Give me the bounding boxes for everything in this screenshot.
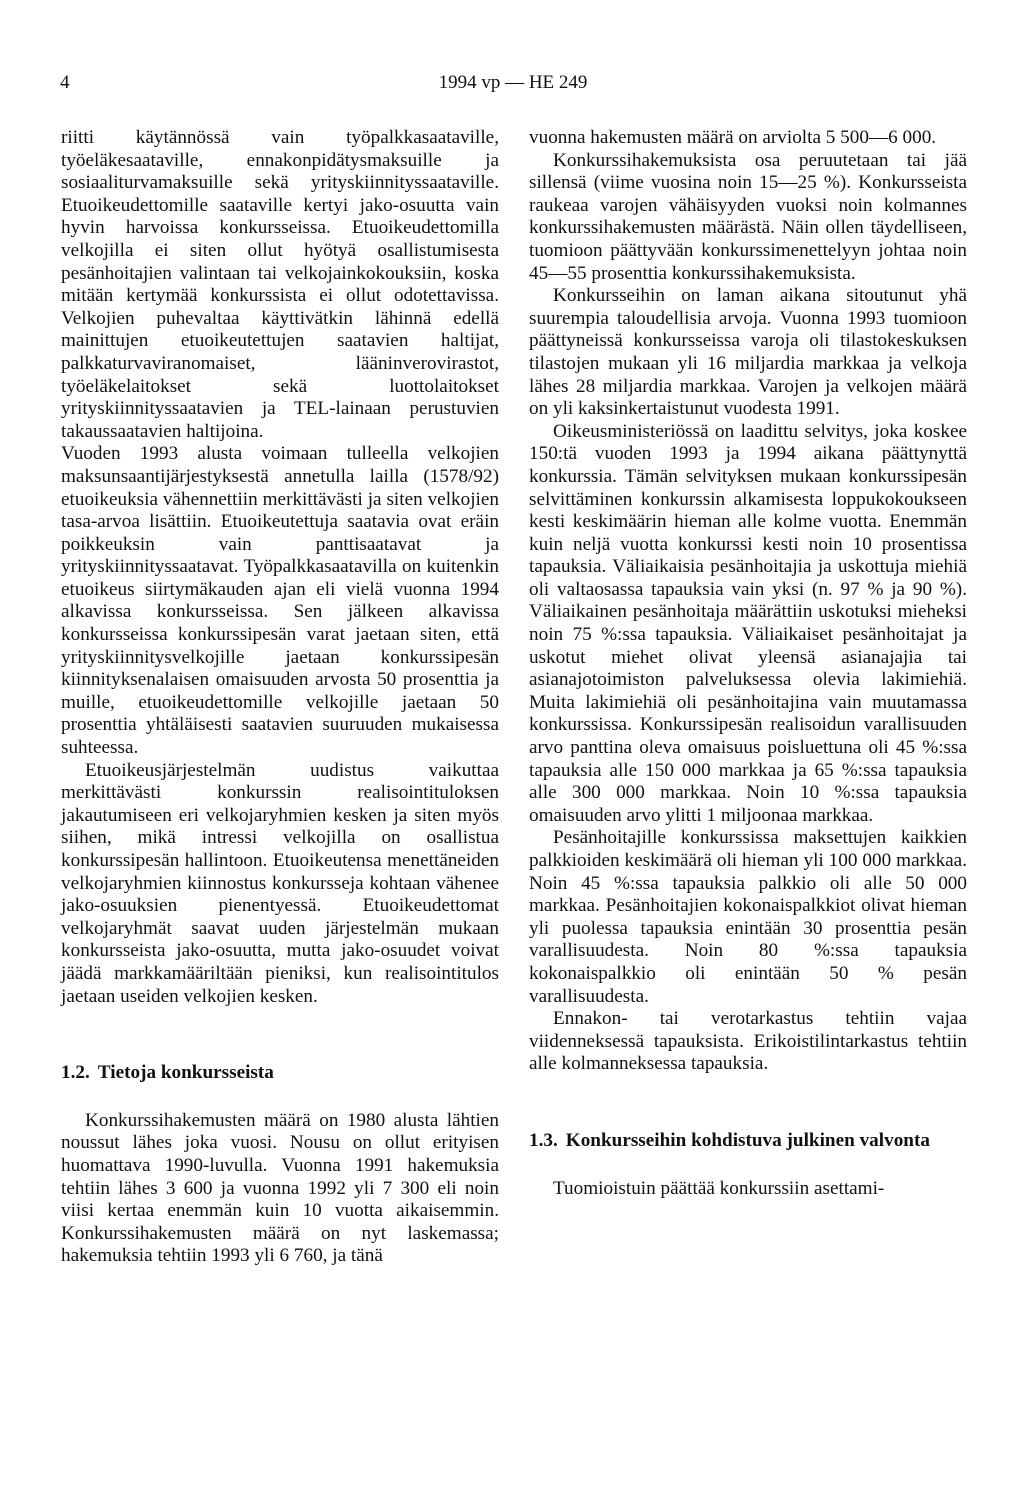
paragraph: Pesänhoitajille konkurssissa maksettujen kaikkien palkkioiden keskimäärä oli hieman yli 100 000 markkaa. Noin 45 %:ssa tapauksia palkkio oli alle 50 000 markkaa. Pesänhoitajien kokonaispalkkiot olivat hieman yli puolessa tapauksia enintään 30 prosenttia pesän varallisuudesta. Noin 80 %:ssa tapauksia kokonaispalkkio oli enintään 50 % pesän varallisuudesta. — [529, 827, 967, 1007]
paragraph: Etuoikeusjärjestelmän uudistus vaikuttaa merkittävästi konkurssin realisointituloksen jakautumiseen eri velkojaryhmien kesken ja siten myös siihen, mikä intressi velkojilla on osallistua konkurssipesän hallintoon. Etuoikeutensa menettäneiden velkojaryhmien kiinnostus konkursseja kohtaan vähenee jako-osuuksien pienentyessä. Etuoikeudettomat velkojaryhmät saavat uuden järjestelmän mukaan konkursseista jako-osuutta, mutta jako-osuudet voivat jäädä markkamääriltään pieniksi, kun realisointitulos jaetaan useiden velkojien kesken. — [61, 759, 499, 1007]
left-column — [61, 127, 499, 1268]
paragraph: Konkursseihin on laman aikana sitoutunut yhä suurempia taloudellisia arvoja. Vuonna 1993 tuomioon päättyneissä konkursseissa varoja oli tilastokeskuksen tilastojen mukaan yli 16 miljardia markkaa ja velkoja lähes 28 miljardia markkaa. Varojen ja velkojen määrä on yli kaksinkertaistunut vuodesta 1991. — [529, 285, 967, 420]
right-column — [529, 127, 967, 1200]
section-number: 1.3. — [529, 1129, 558, 1151]
paragraph: Tuomioistuin päättää konkurssiin asettami- — [553, 1177, 885, 1199]
paragraph: riitti käytännössä vain työpalkkasaataville, työeläkesaataville, ennakonpidätysmaksuille ja sosiaaliturvamaksuille sekä yrityskiinnityssaataville. Etuoikeudettomille saataville kertyi jako-osuutta vain hyvin harvoissa konkursseissa. Etuoikeudettomilla velkojilla ei siten ollut hyötyä osallistumisesta pesänhoitajien valintaan tai velkojainkokouksiin, koska mitään kertymää konkurssista ei ollut odotettavissa. Velkojien puhevaltaa käyttivätkin lähinnä edellä mainittujen etuoikeutettujen saatavien haltijat, palkkaturvaviranomaiset, lääninverovirastot, työeläkelaitokset sekä luottolaitokset yrityskiinnityssaatavien ja TEL-lainaan perustuvien takaussaatavien haltijoina. — [61, 127, 499, 442]
section-title: Tietoja konkursseista — [97, 1062, 274, 1084]
section-heading-1-2 — [61, 1062, 499, 1085]
page-number: 4 — [60, 72, 70, 93]
paragraph: vuonna hakemusten määrä on arviolta 5 500—6 000. — [529, 127, 937, 148]
running-head: 1994 vp — HE 249 — [438, 72, 588, 93]
section-heading-1-3 — [529, 1130, 967, 1153]
paragraph: Ennakon- tai verotarkastus tehtiin vajaa viidenneksessä tapauksista. Erikoistilintarkastus tehtiin alle kolmanneksessa tapauksia. — [529, 1008, 967, 1075]
page-header — [60, 72, 966, 102]
section-title: Konkursseihin kohdistuva julkinen valvonta — [565, 1129, 930, 1151]
paragraph: Konkurssihakemusten määrä on 1980 alusta lähtien noussut lähes joka vuosi. Nousu on ollut erityisen huomattava 1990-luvulla. Vuonna 1991 hakemuksia tehtiin lähes 3 600 ja vuonna 1992 yli 7 300 eli noin viisi kertaa enemmän kuin 10 vuotta aikaisemmin. Konkurssihakemusten määrä on nyt laskemassa; hakemuksia tehtiin 1993 yli 6 760, ja tänä — [61, 1109, 499, 1267]
paragraph: Oikeusministeriössä on laadittu selvitys, joka koskee 150:tä vuoden 1993 ja 1994 aikana päättynyttä konkurssia. Tämän selvityksen mukaan konkurssipesän selvittäminen konkurssin alkamisesta loppukokoukseen kesti keskimäärin hieman alle kolme vuotta. Enemmän kuin neljä vuotta konkurssi kesti noin 10 prosentissa tapauksia. Väliaikaisia pesänhoitajia ja uskottuja miehiä oli valtaosassa tapauksia vain yksi (n. 97 % ja 90 %). Väliaikainen pesänhoitaja määrättiin uskotuksi mieheksi noin 75 %:ssa tapauksia. Väliaikaiset pesänhoitajat ja uskotut miehet olivat yleensä asianajajia tai asianajotoimiston palveluksessa olevia lakimiehiä. Muita lakimiehiä oli pesänhoitajina vain muutamassa konkurssissa. Konkurssipesän realisoidun varallisuuden arvo panttina oleva omaisuus poisluettuna oli 45 %:ssa tapauksia alle 150 000 markkaa ja 65 %:ssa tapauksia alle 300 000 markkaa. Noin 10 %:ssa tapauksia omaisuuden arvo ylitti 1 miljoonaa markkaa. — [529, 420, 967, 826]
paragraph: Vuoden 1993 alusta voimaan tulleella velkojien maksunsaantijärjestyksestä annetulla lailla (1578/92) etuoikeuksia vähennettiin merkittävästi ja siten velkojien tasa-arvoa lisättiin. Etuoikeutettuja saatavia ovat eräin poikkeuksin vain panttisaatavat ja yrityskiinnityssaatavat. Työpalkkasaatavilla on kuitenkin etuoikeus siirtymäkauden ajan eli vielä vuonna 1994 alkavissa konkursseissa. Sen jälkeen alkavissa konkursseissa konkurssipesän varat jaetaan siten, että yrityskiinnitysvelkojille jaetaan konkurssipesän kiinnityksenalaisen omaisuuden arvosta 50 prosenttia ja muille, etuoikeudettomille velkojille jaetaan 50 prosenttia yhtäläisesti saatavien suuruuden mukaisessa suhteessa. — [61, 443, 499, 759]
paragraph: Konkurssihakemuksista osa peruutetaan tai jää sillensä (viime vuosina noin 15—25 %). Konkursseista raukeaa varojen vähäisyyden vuoksi noin kolmannes konkurssihakemusten määrästä. Näin ollen täydelliseen, tuomioon päättyvään konkurssimenettelyyn johtaa noin 45—55 prosenttia konkurssihakemuksista. — [529, 149, 967, 284]
section-number: 1.2. — [61, 1062, 90, 1084]
